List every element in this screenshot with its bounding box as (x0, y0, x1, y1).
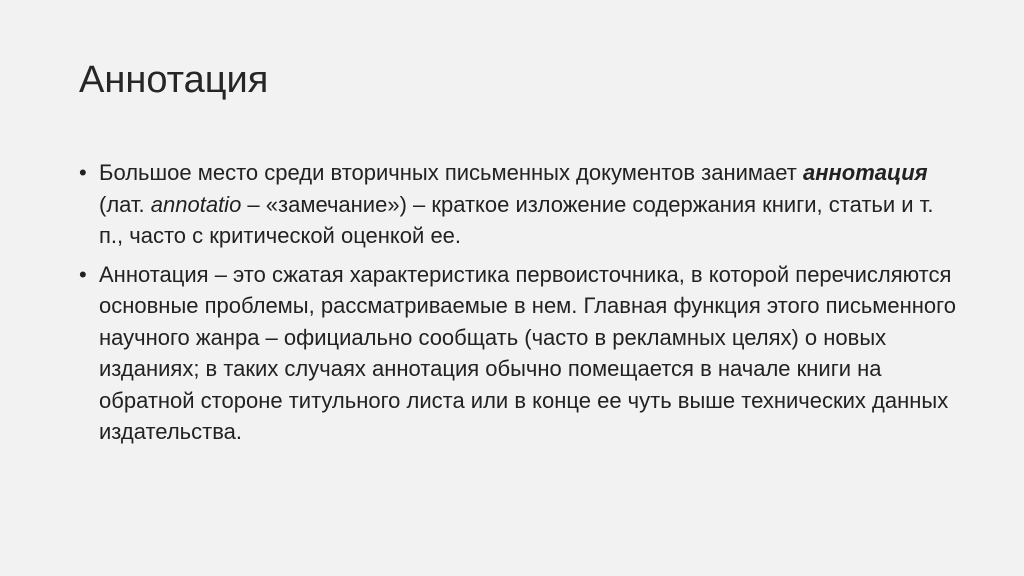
latin-term: annotatio (150, 191, 242, 217)
bullet-text-before: Большое место среди вторичных письменных документов занимает (99, 160, 803, 185)
bullet-item-description (79, 259, 959, 448)
bullet-marker: • (79, 160, 87, 185)
bullet-item-definition (79, 157, 959, 252)
bullet-text: Аннотация – это сжатая характеристика первоисточника, в которой перечисляются основные проблемы, рассматриваемые в нем. Главная функция этого письменного научного жанра – официально сообщать (часто в рекламных целях) о новых изданиях; в таких случаях аннотация обычно помещается в начале книги на обратной стороне титульного листа или в конце ее чуть выше технических данных издательства. (99, 261, 956, 444)
bullet-list (79, 157, 959, 455)
bullet-marker: • (79, 261, 87, 287)
bullet-text-after: – «замечание») – краткое изложение содержания книги, статьи и т. п., часто с критической оценкой ее. (99, 191, 934, 248)
bullet-text-mid: (лат. (99, 191, 151, 217)
slide-title: Аннотация (79, 59, 269, 101)
term-annotation: аннотация (802, 160, 928, 185)
